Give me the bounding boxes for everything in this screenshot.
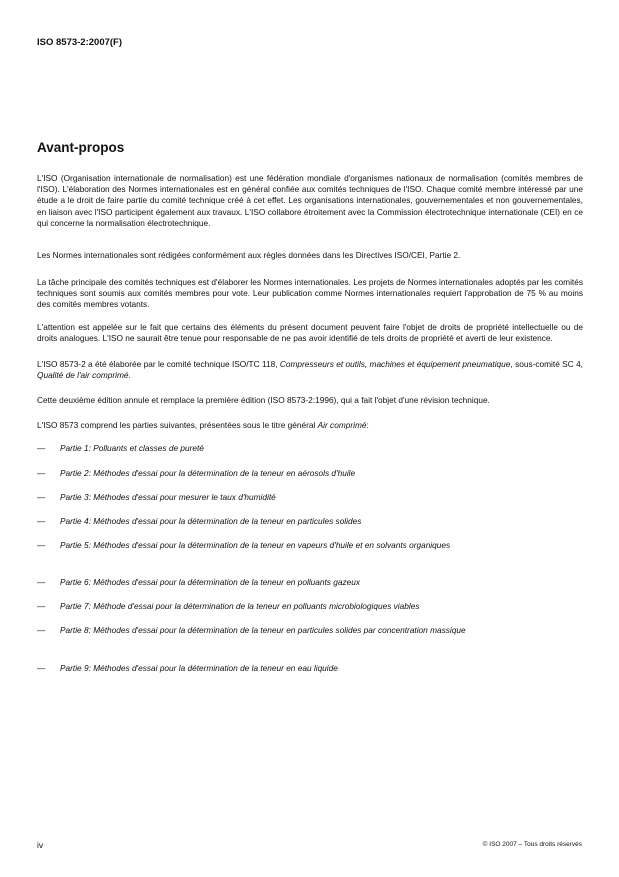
subcommittee-title: Qualité de l'air comprimé — [37, 370, 129, 381]
part-title: Partie 8: Méthodes d'essai pour la détermination de la teneur en particules solides par concentration massique — [60, 625, 466, 635]
dash: — — [37, 540, 46, 550]
paragraph-edition: Cette deuxième édition annule et remplace la première édition (ISO 8573-2:1996), qui a fait l'objet d'une révision technique. — [37, 395, 490, 405]
part-title: Partie 5: Méthodes d'essai pour la détermination de la teneur en vapeurs d'huile et en solvants organiques — [60, 540, 451, 550]
part-title: Partie 4: Méthodes d'essai pour la détermination de la teneur en particules solides — [60, 516, 362, 526]
dash: — — [37, 443, 46, 453]
paragraph-directives: Les Normes internationales sont rédigées conformément aux règles données dans les Directives ISO/CEI, Partie 2. — [37, 250, 461, 260]
part-title: Partie 2: Méthodes d'essai pour la détermination de la teneur en aérosols d'huile — [60, 468, 356, 478]
paragraph-iso-intro: L'ISO (Organisation internationale de normalisation) est une fédération mondiale d'organismes nationaux de normalisation (comités membres de l'ISO). L'élaboration des Normes internationales est en général confiée aux comités techniques de l'ISO. Chaque comité membre intéressé par une étude a le droit de faire partie du comité technique créé à cet effet. Les organisations internationales, gouvernementales et non gouvernementales, en liaison avec l'ISO participent également aux travaux. L'ISO collabore étroitement avec la Commission électrotechnique internationale (CEI) en ce qui concerne la normalisation électrotechnique. — [37, 173, 583, 228]
part-title: Partie 6: Méthodes d'essai pour la détermination de la teneur en polluants gazeux — [60, 577, 361, 587]
part-title: Partie 3: Méthodes d'essai pour mesurer le taux d'humidité — [60, 492, 276, 502]
list-item — [37, 663, 583, 674]
list-item — [37, 540, 583, 551]
dash: — — [37, 492, 46, 502]
copyright-notice: © ISO 2007 – Tous droits réservés — [482, 841, 582, 848]
list-item — [37, 492, 583, 503]
part-title: Partie 7: Méthode d'essai pour la détermination de la teneur en polluants microbiologiques viables — [60, 601, 420, 611]
list-item — [37, 443, 583, 454]
list-item — [37, 516, 583, 527]
dash: — — [37, 516, 46, 526]
text: L'ISO 8573-2 a été élaborée par le comité technique ISO/TC 118, — [37, 359, 280, 369]
dash: — — [37, 577, 46, 587]
section-title: Avant-propos — [37, 140, 125, 155]
text: L'ISO 8573 comprend les parties suivantes, présentées sous le titre général — [37, 420, 318, 430]
text: : — [366, 420, 369, 430]
list-item — [37, 601, 583, 612]
dash: — — [37, 468, 46, 478]
document-id-header: ISO 8573-2:2007(F) — [37, 37, 123, 48]
dash: — — [37, 663, 46, 673]
paragraph-prepared-by — [37, 359, 583, 381]
text: , sous-comité SC 4, — [510, 359, 583, 369]
general-title: Air comprimé — [317, 420, 367, 430]
paragraph-patent-notice: L'attention est appelée sur le fait que certains des éléments du présent document peuvent faire l'objet de droits de propriété intellectuelle ou de droits analogues. L'ISO ne saurait être tenue pour responsable de ne pas avoir identifié de tels droits de propriété et averti de leur existence. — [37, 322, 583, 344]
paragraph-parts-intro — [37, 420, 583, 431]
list-item — [37, 625, 583, 636]
list-item — [37, 577, 583, 588]
paragraph-technical-committees: La tâche principale des comités techniques est d'élaborer les Normes internationales. Les projets de Normes internationales adoptés par les comités techniques sont soumis aux comités membres pour vote. Leur publication comme Normes internationales requiert l'approbation de 75 % au moins des comités membres votants. — [37, 277, 583, 310]
part-title: Partie 9: Méthodes d'essai pour la détermination de la teneur en eau liquide — [60, 663, 338, 673]
dash: — — [37, 601, 46, 611]
page-number: iv — [37, 840, 44, 850]
list-item — [37, 468, 583, 479]
committee-title: Compresseurs et outils, machines et équipement pneumatique — [279, 359, 511, 369]
part-title: Partie 1: Polluants et classes de pureté — [60, 443, 204, 453]
dash: — — [37, 625, 46, 635]
text: . — [128, 370, 131, 381]
